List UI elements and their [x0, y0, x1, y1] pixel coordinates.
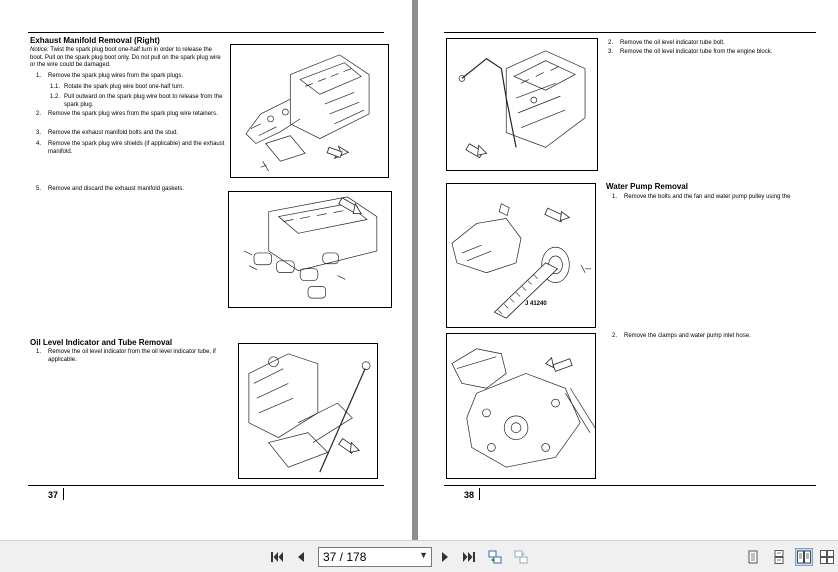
- footer-tick: [63, 488, 64, 500]
- tube-step-3: 3. Remove the oil level indicator tube from the engine block.: [608, 49, 773, 55]
- facing-icon: [797, 550, 811, 564]
- step-2: 2. Remove the spark plug wires from the spark plug wire retainers.: [36, 111, 218, 117]
- page-number-field[interactable]: [318, 547, 432, 567]
- next-view-icon: [514, 550, 528, 564]
- continuous-icon: [772, 550, 786, 564]
- oil-tube-drawing: [447, 39, 597, 170]
- continuous-view-button[interactable]: [770, 548, 788, 566]
- oil-step-1: 1. Remove the oil level indicator from the oil level indicator tube, if applicable.: [36, 349, 216, 363]
- prev-page-button[interactable]: [292, 549, 310, 565]
- oil-indicator-title: Oil Level Indicator and Tube Removal: [30, 338, 173, 347]
- oil-indicator-figure: [238, 343, 378, 479]
- pulley-tool-drawing: [447, 184, 595, 327]
- step-4: 4. Remove the spark plug wire shields (if applicable) and the exhaust manifold.: [36, 141, 225, 155]
- first-page-button[interactable]: [268, 549, 286, 565]
- next-view-button[interactable]: [512, 549, 530, 565]
- chevron-down-icon[interactable]: ▼: [419, 550, 428, 560]
- notice-label: Notice:: [30, 47, 49, 53]
- last-page-icon: [462, 550, 476, 564]
- single-page-view-button[interactable]: [744, 548, 762, 566]
- page-number-38: 38: [464, 490, 475, 500]
- footer-rule: [444, 485, 816, 486]
- water-step-1: 1. Remove the bolts and the fan and water pump pulley using the: [612, 194, 791, 200]
- water-pump-title: Water Pump Removal: [606, 182, 688, 191]
- page-38: [418, 0, 838, 540]
- water-step-2: 2. Remove the clamps and water pump inlet hose.: [612, 333, 751, 339]
- prev-page-icon: [294, 550, 308, 564]
- pulley-tool-figure: [446, 183, 596, 328]
- single-page-icon: [746, 550, 760, 564]
- notice-body: Twist the spark plug boot one-half turn in order to release the boot. Pull on the spark plug boot only. Do not pull on the spark plug wire or the wire could be damaged.: [30, 47, 221, 68]
- page-display: 37 / 178: [323, 550, 367, 564]
- oil-tube-figure: [446, 38, 598, 171]
- last-page-button[interactable]: [460, 549, 478, 565]
- previous-view-icon: [488, 550, 502, 564]
- step-5: 5. Remove and discard the exhaust manifold gaskets.: [36, 186, 185, 192]
- water-pump-drawing: [447, 334, 595, 478]
- footer-rule: [28, 485, 384, 486]
- step-1-1: 1.1. Rotate the spark plug wire boot one-half turn.: [50, 84, 185, 90]
- continuous-facing-icon: [820, 550, 834, 564]
- oil-indicator-drawing: [239, 344, 377, 478]
- previous-view-button[interactable]: [486, 549, 504, 565]
- first-page-icon: [270, 550, 284, 564]
- viewer-toolbar: [0, 540, 838, 572]
- page-number-37: 37: [48, 490, 59, 500]
- manifold-gasket-figure: [228, 191, 392, 308]
- top-rule: [444, 32, 816, 33]
- facing-view-button[interactable]: [795, 548, 813, 566]
- step-1: 1. Remove the spark plug wires from the spark plugs.: [36, 73, 184, 79]
- tube-step-2: 2. Remove the oil level indicator tube bolt.: [608, 40, 725, 46]
- exhaust-title: Exhaust Manifold Removal (Right): [30, 36, 160, 45]
- exhaust-manifold-figure: [230, 44, 389, 178]
- notice-paragraph: [30, 47, 226, 70]
- exhaust-manifold-drawing: [231, 45, 388, 177]
- footer-tick: [479, 488, 480, 500]
- step-1-2: 1.2. Pull outward on the spark plug wire boot to release from the spark plug.: [50, 94, 223, 108]
- next-page-button[interactable]: [436, 549, 454, 565]
- next-page-icon: [438, 550, 452, 564]
- tool-label: J 41240: [525, 301, 547, 307]
- step-3: 3. Remove the exhaust manifold bolts and the stud.: [36, 130, 179, 136]
- page-37: [0, 0, 412, 540]
- top-rule: [28, 32, 384, 33]
- water-pump-figure: [446, 333, 596, 479]
- continuous-facing-view-button[interactable]: [818, 548, 836, 566]
- manifold-gasket-drawing: [229, 192, 391, 307]
